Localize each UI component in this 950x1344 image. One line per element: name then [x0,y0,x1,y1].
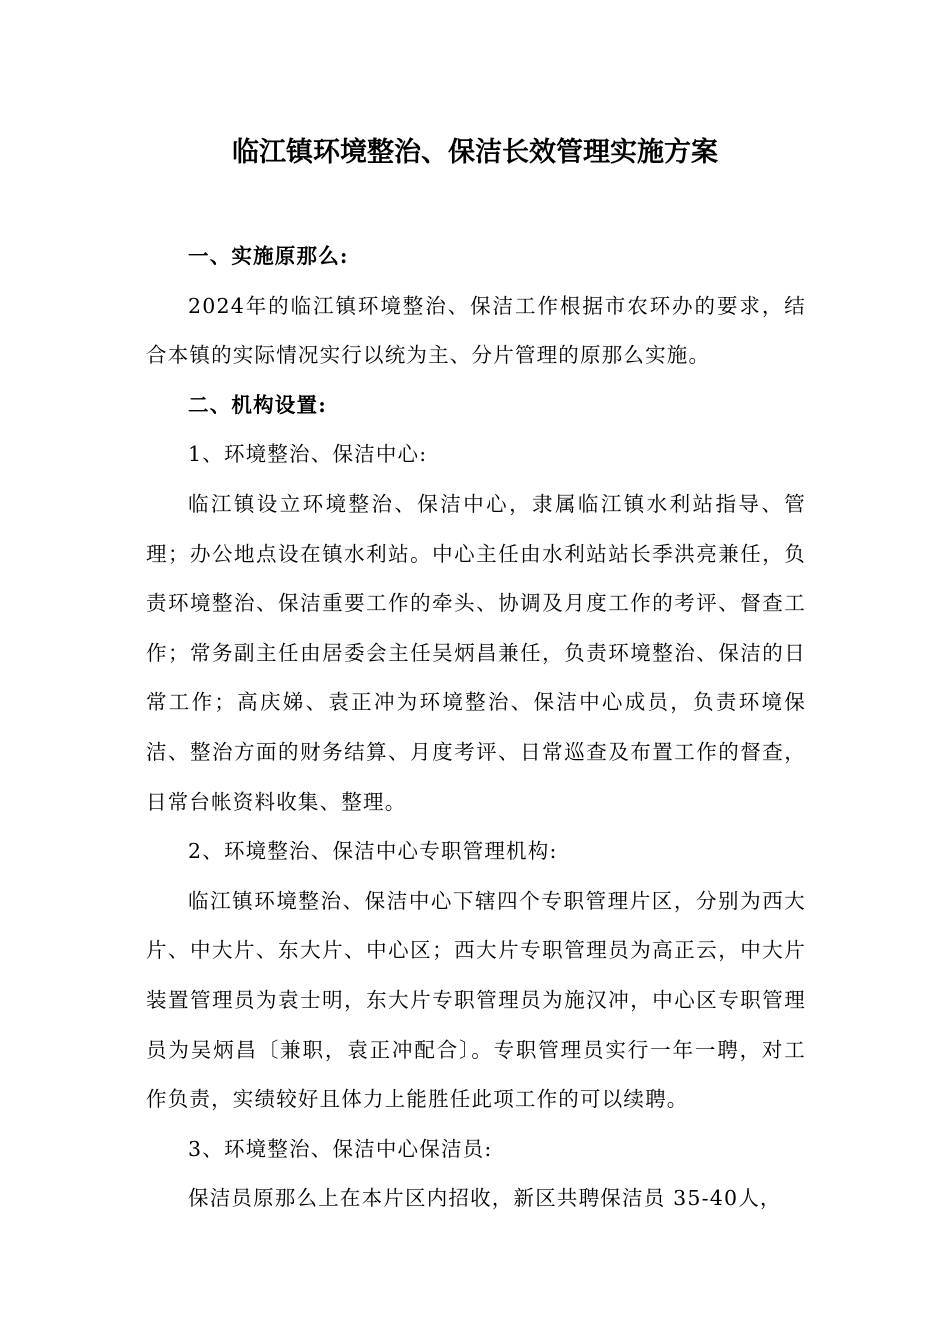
document-body [146,232,806,1224]
paragraph-cleaners: 保洁员原那么上在本片区内招收，新区共聘保洁员 35-40人， [188,1186,782,1211]
subheading-center: 1、环境整治、保洁中心: [188,442,428,467]
paragraph-principles: 2024年的临江镇环境整治、保洁工作根据市农环办的要求，结合本镇的实际情况实行以统为主、分片管理的原那么实施。 [146,293,806,368]
section-heading-principles: 一、实施原那么: [188,244,349,268]
section-heading-organization: 二、机构设置: [188,392,327,417]
paragraph-management: 临江镇环境整治、保洁中心下辖四个专职管理片区，分别为西大片、中大片、东大片、中心区；西大片专职管理员为高正云，中大片装置管理员为袁士明，东大片专职管理员为施汉冲，中心区专职管理员为吴炳昌〔兼职，袁正冲配合〕。专职管理员实行一年一聘，对工作负责，实绩较好且体力上能胜任此项工作的可以续聘。 [146,888,806,1112]
subheading-cleaners: 3、环境整治、保洁中心保洁员: [188,1136,493,1161]
subheading-management: 2、环境整治、保洁中心专职管理机构: [188,839,558,864]
paragraph-center: 临江镇设立环境整治、保洁中心，隶属临江镇水利站指导、管理；办公地点设在镇水利站。中心主任由水利站站长季洪亮兼任，负责环境整治、保洁重要工作的牵头、协调及月度工作的考评、督查工作；常务副主任由居委会主任吴炳昌兼任，负责环境整治、保洁的日常工作；高庆娣、袁正冲为环境整治、保洁中心成员，负责环境保洁、整治方面的财务结算、月度考评、日常巡查及布置工作的督查，日常台帐资料收集、整理。 [146,491,806,814]
document-title: 临江镇环境整治、保洁长效管理实施方案 [232,137,718,168]
